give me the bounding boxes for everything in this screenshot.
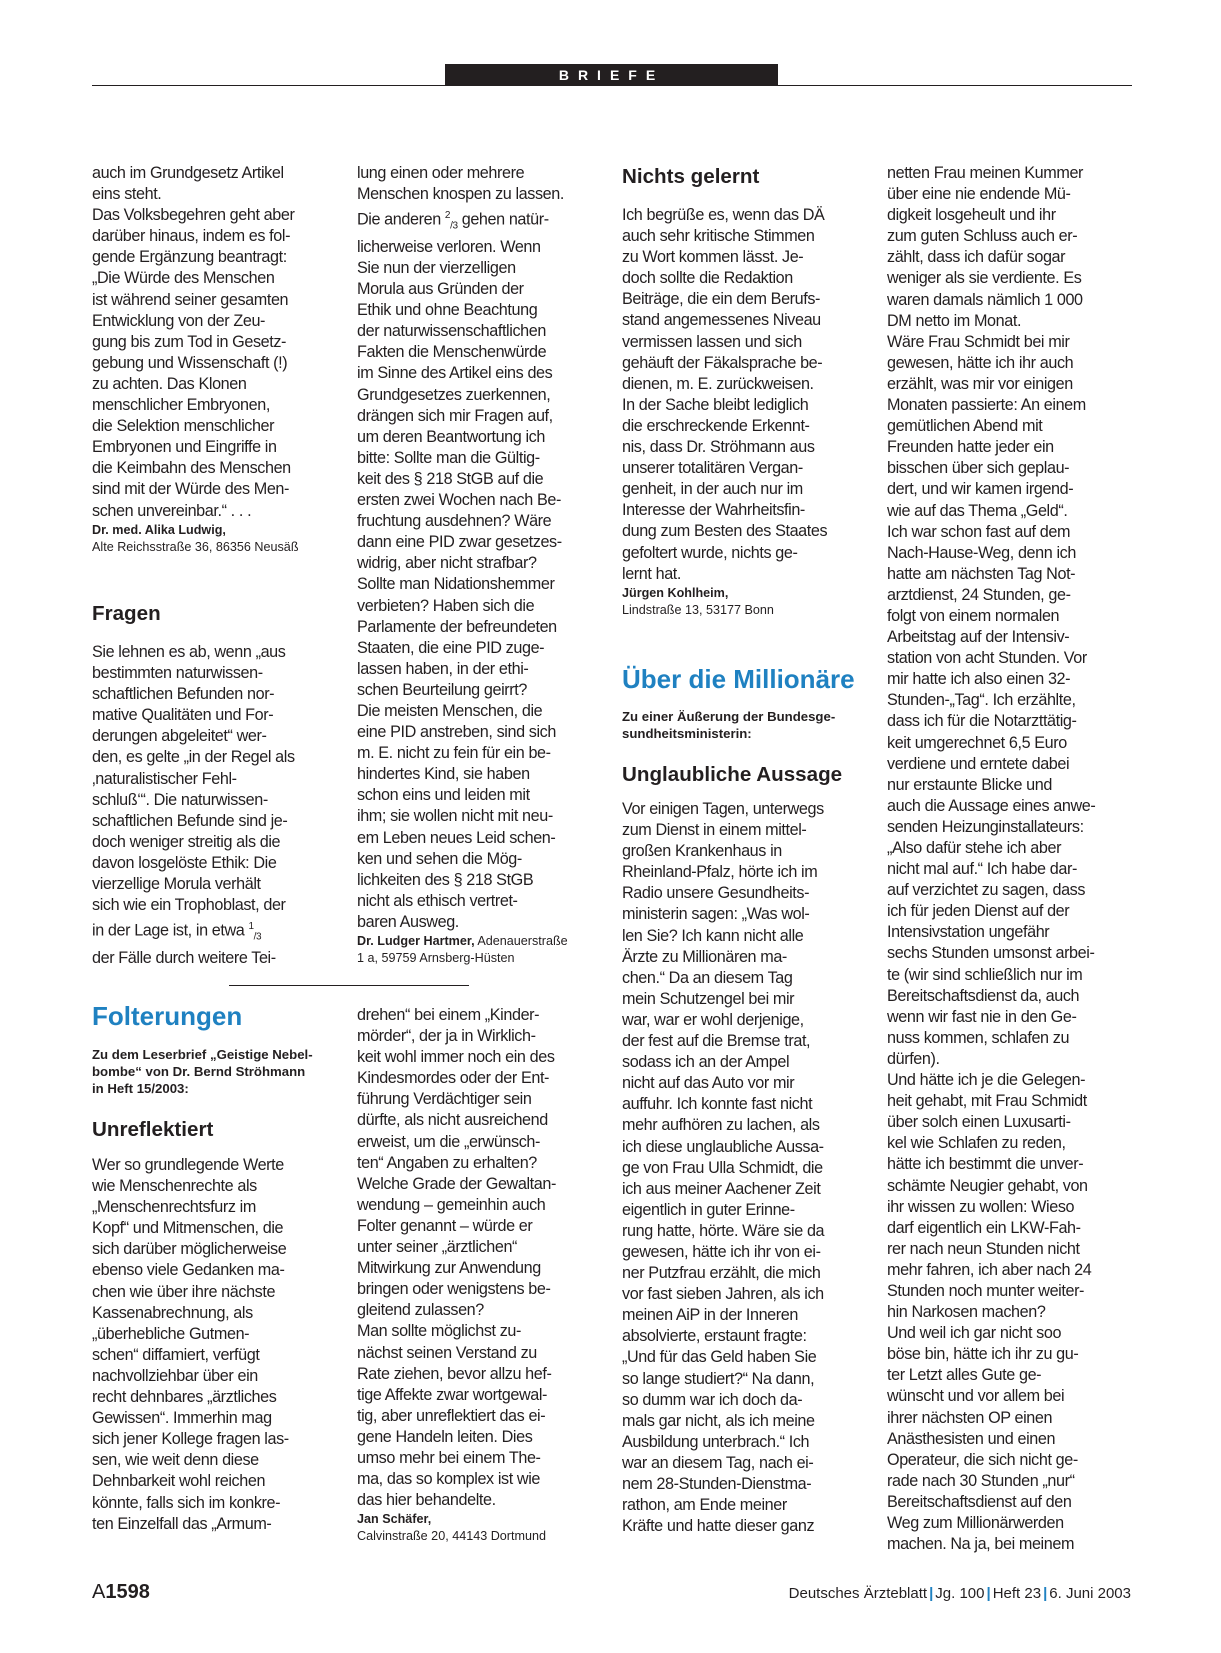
text-line: Welche Grade der Gewaltan- [357, 1174, 556, 1193]
text-line: auffuhr. Ich konnte fast nicht [622, 1095, 813, 1114]
text-line: unserer totalitären Vergan- [622, 459, 803, 478]
text-line: gewesen, hätte ich ihr von ei- [622, 1242, 821, 1261]
text-line: Gewissen“. Immerhin mag [92, 1409, 272, 1428]
text-line: Und hätte ich je die Gelegen- [887, 1071, 1086, 1090]
text-line: lassen haben, in der ethi- [357, 659, 529, 678]
text-line: arztdienst, 24 Stunden, ge- [887, 585, 1071, 604]
text-line: kel wie Schlafen zu reden, [887, 1134, 1066, 1153]
journal-issue: Heft 23 [992, 1585, 1042, 1602]
text-line: auch im Grundgesetz Artikel [92, 164, 284, 182]
text-line: um deren Beantwortung ich [357, 427, 545, 446]
text-line: sodass ich an der Ampel [622, 1053, 790, 1072]
text-line: Man sollte möglichst zu- [357, 1322, 522, 1341]
letter-body [92, 642, 332, 916]
section-intro [622, 708, 872, 742]
text-line: sind mit der Würde des Men- [92, 480, 290, 499]
text-line: gebung und Wissenschaft (!) [92, 353, 288, 372]
text-line: machen. Na ja, bei meinem [887, 1535, 1075, 1554]
text-line: dürfte, als nicht ausreichend [357, 1111, 548, 1130]
text-line: nem 28-Stunden-Dienstma- [622, 1475, 812, 1493]
text-line: auf verzichtet zu sagen, dass [887, 881, 1086, 900]
text-line: Die meisten Menschen, die [357, 701, 543, 720]
text-line: „Und für das Geld haben Sie [622, 1348, 817, 1367]
text-line: wie auf das Thema „Geld“. [887, 501, 1068, 520]
text-line: ken und sehen die Mög- [357, 849, 522, 868]
text-line: gung bis zum Tod in Gesetz- [92, 332, 287, 351]
fraction-line: in der Lage ist, in etwa $^1_{/3}$ [92, 921, 262, 943]
text-line: Kräfte und hatte dieser ganz [622, 1517, 815, 1536]
text-line: rung hatte, hörte. Wäre sie da [622, 1221, 825, 1240]
section-title: Folterungen [92, 1001, 243, 1031]
text-line: zum Dienst in einem mittel- [622, 821, 807, 840]
text-line: vierzellige Morula verhält [92, 875, 261, 894]
text-line: menschlicher Embryonen, [92, 396, 270, 415]
column-1 [92, 163, 332, 556]
text-line: gehäuft der Fäkalsprache be- [622, 353, 823, 372]
letter-body [887, 163, 1127, 1555]
text-line: mals gar nicht, als ich meine [622, 1411, 815, 1430]
millionaere-section [622, 663, 872, 1537]
text-line: Morula aus Gründen der [357, 280, 524, 299]
text-line: „Menschenrechtsfurz im [92, 1198, 256, 1217]
text-line: zählt, dass ich dafür sogar [887, 248, 1066, 267]
text-line: gende Ergänzung beantragt: [92, 248, 287, 267]
text-line: Sie lehnen es ab, wenn „aus [92, 643, 286, 661]
text-line: ner Putzfrau erzählt, die mich [622, 1264, 821, 1283]
text-line: wendung – gemeinhin auch [357, 1195, 546, 1214]
text-line: ten Einzelfall das „Armum- [92, 1514, 272, 1533]
text-line: Weg zum Millionärwerden [887, 1514, 1064, 1532]
text-line: dung zum Besten des Staates [622, 522, 828, 541]
text-line: die Selektion menschlicher [92, 417, 275, 436]
letter-address: Calvinstraße 20, 44143 Dortmund [357, 1529, 547, 1544]
text-line: eigentlich in guter Erinne- [622, 1200, 795, 1219]
text-line: hatte am nächsten Tag Not- [887, 564, 1076, 583]
letter-author: Jan Schäfer, [357, 1512, 432, 1527]
text-line: auch die Aussage eines anwe- [887, 796, 1096, 815]
text-line: rathon, am Ende meiner [622, 1496, 787, 1515]
text-line: ‚naturalistischer Fehl- [92, 769, 237, 788]
text-line: mein Schutzengel bei mir [622, 989, 795, 1008]
text-line: tige Affekte zwar wortgewal- [357, 1385, 548, 1404]
text-line: weniger als sie verdiente. Es [887, 269, 1082, 288]
text-line: te (wir sind schließlich nur im [887, 965, 1083, 984]
text-line: sich wie ein Trophoblast, der [92, 896, 286, 915]
text-line: ten“ Angaben zu erhalten? [357, 1153, 537, 1172]
text-line: doch sollte die Redaktion [622, 269, 793, 288]
folterungen-continued [357, 1005, 597, 1545]
text-line: darüber hinaus, indem es fol- [92, 227, 291, 246]
text-line: bombe“ von Dr. Bernd Ströhmann [92, 1064, 306, 1079]
text-line: lichkeiten des § 218 StGB [357, 870, 534, 889]
text-line: sich darüber möglicherweise [92, 1240, 287, 1259]
text-line: der fest auf die Bremse trat, [622, 1032, 811, 1051]
text-line: ebenso viele Gedanken ma- [92, 1261, 285, 1280]
text-line: mörder“, der ja in Wirklich- [357, 1027, 536, 1046]
text-line: könnte, falls sich im konkre- [92, 1493, 281, 1512]
text-line: hätte ich bestimmt die unver- [887, 1155, 1084, 1174]
text-line: „Also dafür stehe ich aber [887, 839, 1062, 857]
text-line: bestimmten naturwissen- [92, 664, 263, 683]
letter-author: Jürgen Kohlheim, [622, 585, 729, 600]
text-line: hin Narkosen machen? [887, 1303, 1046, 1322]
text-line: chen.“ Da an diesem Tag [622, 968, 793, 987]
text-line: zum guten Schluss auch er- [887, 227, 1078, 246]
text-line: sundheitsministerin: [622, 726, 752, 741]
text-line: auch sehr kritische Stimmen [622, 227, 815, 246]
text-line: gefoltert wurde, nichts ge- [622, 543, 798, 562]
text-line: Kopf“ und Mitmenschen, die [92, 1219, 284, 1238]
fraction-line: Die anderen $^2_{/3}$ gehen natür- [357, 210, 549, 232]
text-line: schen Beurteilung geirrt? [357, 680, 527, 699]
text-line: führung Verdächtiger sein [357, 1090, 532, 1109]
text-line: ersten zwei Wochen nach Be- [357, 491, 561, 510]
text-line: gleitend zulassen? [357, 1301, 484, 1320]
journal-name: Deutsches Ärzteblatt [788, 1585, 928, 1602]
letter-address: 1 a, 59759 Arnsberg-Hüsten [357, 951, 515, 965]
text-line: fruchtung ausdehnen? Wäre [357, 512, 552, 531]
text-line: hindertes Kind, sie haben [357, 765, 530, 784]
text-line: rade nach 30 Stunden „nur“ [887, 1471, 1075, 1490]
text-line: Wer so grundlegende Werte [92, 1156, 284, 1174]
text-line: Sie nun der vierzelligen [357, 259, 516, 277]
text-line: Arbeitstag auf der Intensiv- [887, 628, 1070, 647]
text-line: ich aus meiner Aachener Zeit [622, 1179, 821, 1198]
text-line: folgt von einem normalen [887, 606, 1060, 625]
text-line: heit gehabt, mit Frau Schmidt [887, 1092, 1087, 1111]
text-line: schämte Neugier gehabt, von [887, 1176, 1088, 1195]
letter-body [92, 1155, 352, 1535]
text-line: bitte: Sollte man die Gültig- [357, 448, 540, 467]
text-line: Zu einer Äußerung der Bundesge- [622, 709, 836, 724]
text-line: eins steht. [92, 185, 162, 204]
letter-heading: Unreflektiert [92, 1118, 214, 1141]
text-line: den, es gelte „in der Regel als [92, 748, 295, 767]
text-line: erzählt, was mir vor einigen [887, 374, 1073, 393]
text-line: Wäre Frau Schmidt bei mir [887, 332, 1070, 351]
text-line: Sollte man Nidationshemmer [357, 575, 555, 594]
text-line: m. E. nicht zu fein für ein be- [357, 744, 551, 763]
text-line: mir hatte ich also einen 32- [887, 670, 1071, 689]
text-line: nur erstaunte Blicke und [887, 775, 1052, 794]
letter-signature: Dr. Ludger Hartmer, Adenauerstraße [357, 934, 568, 948]
text-line: Kindesmordes oder der Ent- [357, 1069, 550, 1088]
letter-body [357, 1005, 597, 1511]
section-heading: Fragen [92, 602, 161, 625]
text-line: böse bin, hätte ich ihr zu gu- [887, 1345, 1079, 1364]
text-line: schaftlichen Befunde sind je- [92, 811, 288, 830]
text-line: nachvollziehbar über ein [92, 1366, 258, 1385]
text-line: dass ich für die Notarzttätig- [887, 712, 1077, 731]
section-title: Über die Millionäre [622, 664, 855, 694]
text-line: absolvierte, erstaunt fragte: [622, 1327, 807, 1346]
letter-author: Dr. Ludger Hartmer, [357, 934, 475, 948]
text-line: recht dehnbares „ärztliches [92, 1388, 277, 1407]
text-line: stand angemessenes Niveau [622, 311, 821, 330]
text-line: meinen AiP in der Inneren [622, 1306, 798, 1325]
text-line: chen wie über ihre nächste [92, 1282, 276, 1301]
text-line: DM netto im Monat. [887, 311, 1022, 330]
text-line: so dumm war ich doch da- [622, 1390, 803, 1409]
text-line: Ich begrüße es, wenn das DÄ [622, 206, 825, 224]
text-line: ge von Frau Ulla Schmidt, die [622, 1158, 823, 1177]
text-line: keit umgerechnet 6,5 Euro [887, 733, 1067, 752]
text-line: das hier behandelte. [357, 1491, 496, 1510]
text-line: war, war er wohl derjenige, [622, 1010, 804, 1029]
letter-body [622, 799, 872, 1537]
text-line: verbieten? Haben sich die [357, 596, 535, 615]
text-line: über solch einen Luxusarti- [887, 1113, 1071, 1132]
text-line: mehr fahren, ich aber nach 24 [887, 1260, 1092, 1279]
letter-body [92, 163, 332, 522]
text-line: „überhebliche Gutmen- [92, 1324, 250, 1343]
text-line: Beiträge, die ein dem Berufs- [622, 290, 821, 309]
text-line: ter Letzt alles Gute ge- [887, 1366, 1042, 1385]
text-line: nuss kommen, schlafen zu [887, 1028, 1070, 1047]
text-line: Ausbildung unterbrach.“ Ich [622, 1432, 810, 1451]
text-line: ihr wissen zu wollen: Wieso [887, 1197, 1075, 1216]
text-line: Und weil ich gar nicht soo [887, 1324, 1062, 1343]
letter-line: der Fälle durch weitere Tei- [92, 948, 276, 967]
text-line: nächst seinen Verstand zu [357, 1343, 537, 1362]
text-line: sechs Stunden umsonst arbei- [887, 944, 1095, 963]
text-line: Freunden hatte jeder ein [887, 438, 1054, 457]
letter-body [357, 237, 597, 933]
text-line: die Keimbahn des Menschen [92, 459, 291, 478]
text-line: Operateur, die sich nicht ge- [887, 1450, 1078, 1469]
text-line: lernt hat. [622, 564, 681, 583]
text-line: in Heft 15/2003: [92, 1081, 189, 1096]
text-line: erweist, um die „erwünsch- [357, 1132, 541, 1151]
text-line: digkeit losgeheult und ihr [887, 206, 1056, 225]
page-number: A1598 [92, 1581, 150, 1603]
journal-date: 6. Juni 2003 [1049, 1585, 1131, 1602]
text-line: eine PID anstreben, sind sich [357, 723, 556, 742]
text-line: Rheinland-Pfalz, hörte ich im [622, 863, 818, 882]
text-line: wünscht und vor allem bei [887, 1387, 1065, 1406]
column-2 [357, 163, 597, 967]
text-line: ich für jeden Dienst auf der [887, 902, 1070, 921]
text-line: Anästhesisten und einen [887, 1429, 1056, 1448]
text-line: dert, und wir kamen irgend- [887, 480, 1074, 499]
text-line: Dehnbarkeit wohl reichen [92, 1472, 266, 1491]
text-line: mehr aufhören zu lachen, als [622, 1116, 820, 1135]
letter-address: Lindstraße 13, 53177 Bonn [622, 602, 774, 617]
text-line: wie Menschenrechte als [92, 1177, 257, 1196]
text-line: Das Volksbegehren geht aber [92, 206, 295, 225]
text-line: Fakten die Menschenwürde [357, 343, 547, 362]
letter-line: lung einen oder mehrere [357, 164, 525, 182]
text-line: schon eins und leiden mit [357, 786, 530, 805]
text-line: ma, das so komplex ist wie [357, 1470, 541, 1489]
text-line: senden Heizunginstallateurs: [887, 817, 1084, 836]
text-line: Kassenabrechnung, als [92, 1303, 253, 1322]
text-line: war an diesem Tag, nach ei- [622, 1453, 814, 1472]
text-line: drängen sich mir Fragen auf, [357, 406, 553, 425]
text-line: wenn wir fast nie in den Ge- [887, 1007, 1077, 1026]
text-line: Stunden noch munter weiter- [887, 1281, 1085, 1300]
text-line: Ethik und ohne Beachtung [357, 301, 538, 320]
text-line: licherweise verloren. Wenn [357, 237, 541, 256]
text-line: Intensivstation ungefähr [887, 923, 1050, 942]
text-line: so lange studiert?“ Na dann, [622, 1369, 815, 1388]
text-line: sich jener Kollege fragen las- [92, 1430, 289, 1449]
text-line: keit wohl immer noch ein des [357, 1048, 555, 1067]
text-line: Ich war schon fast auf dem [887, 522, 1071, 541]
text-line: Nach-Hause-Weg, denn ich [887, 543, 1076, 562]
folterungen-section [92, 1000, 352, 1535]
text-line: im Sinne des Artikel eins des [357, 364, 553, 383]
text-line: der naturwissenschaftlichen [357, 322, 546, 341]
letter-line: Menschen knospen zu lassen. [357, 185, 564, 204]
text-line: bringen oder wenigstens be- [357, 1280, 551, 1299]
text-line: len Sie? Ich kann nicht alle [622, 926, 804, 945]
text-line: schaftlichen Befunden nor- [92, 685, 275, 704]
text-line: vermissen lassen und sich [622, 332, 802, 351]
text-line: Mitwirkung zur Anwendung [357, 1259, 541, 1278]
text-line: baren Ausweg. [357, 912, 459, 931]
text-line: Interesse der Wahrheitsfin- [622, 501, 805, 520]
letter-body [622, 205, 872, 585]
text-line: nicht als ethisch vertret- [357, 891, 518, 910]
text-line: schen unvereinbar.“ . . . [92, 501, 252, 520]
section-label: BRIEFE [558, 67, 665, 83]
text-line: schen“ diffamiert, verfügt [92, 1345, 260, 1364]
text-line: vor fast sieben Jahren, als ich [622, 1285, 824, 1304]
text-line: nicht mal auf.“ Ich habe dar- [887, 860, 1077, 879]
text-line: Staaten, die eine PID zuge- [357, 638, 545, 657]
text-line: dann eine PID zwar gesetzes- [357, 533, 562, 552]
text-line: In der Sache bleibt lediglich [622, 395, 809, 414]
text-line: Folter genannt – würde er [357, 1216, 533, 1235]
text-line: Grundgesetzes zuerkennen, [357, 385, 551, 404]
letter-heading: Nichts gelernt [622, 165, 760, 188]
text-line: dienen, m. E. zurückweisen. [622, 374, 814, 393]
text-line: unter seiner „ärztlichen“ [357, 1238, 518, 1257]
text-line: darf eigentlich ein LKW-Fah- [887, 1218, 1081, 1237]
text-line: Rate ziehen, bevor allzu hef- [357, 1364, 552, 1383]
header-rule [92, 85, 1132, 86]
text-line: Monaten passierte: An einem [887, 396, 1086, 415]
text-line: doch weniger streitig als die [92, 832, 281, 851]
text-line: netten Frau meinen Kummer [887, 164, 1084, 182]
text-line: drehen“ bei einem „Kinder- [357, 1006, 540, 1024]
text-line: derungen abgeleitet“ wer- [92, 727, 267, 746]
text-line: nis, dass Dr. Ströhmann aus [622, 438, 815, 457]
text-line: Radio unsere Gesundheits- [622, 884, 810, 903]
text-line: ministerin sagen: „Was wol- [622, 905, 810, 924]
text-line: umso mehr bei einem The- [357, 1448, 541, 1467]
text-line: gene Handeln leiten. Dies [357, 1427, 533, 1446]
section-divider [229, 985, 469, 986]
text-line: Parlamente der befreundeten [357, 617, 557, 636]
text-line: Bereitschaftsdienst auf den [887, 1492, 1072, 1511]
text-line: davon losgelöste Ethik: Die [92, 853, 277, 872]
text-line: em Leben neues Leid schen- [357, 828, 556, 847]
text-line: zu Wort kommen lässt. Je- [622, 248, 804, 267]
text-line: Stunden-„Tag“. Ich erzählte, [887, 691, 1076, 710]
text-line: ist während seiner gesamten [92, 290, 289, 309]
text-line: ich diese unglaubliche Aussa- [622, 1137, 824, 1156]
text-line: schluß‘“. Die naturwissen- [92, 790, 268, 809]
text-line: genheit, in der auch nur im [622, 480, 803, 499]
text-line: Embryonen und Eingriffe in [92, 438, 277, 457]
text-line: keit des § 218 StGB auf die [357, 469, 544, 488]
text-line: Zu dem Leserbrief „Geistige Nebel- [92, 1047, 313, 1062]
text-line: sen, wie weit denn diese [92, 1451, 259, 1470]
text-line: „Die Würde des Menschen [92, 269, 275, 288]
text-line: Vor einigen Tagen, unterwegs [622, 800, 824, 818]
text-line: station von acht Stunden. Vor [887, 649, 1087, 668]
text-line: ihrer nächsten OP einen [887, 1408, 1053, 1427]
text-line: verdiene und erntete dabei [887, 754, 1070, 773]
text-line: widrig, aber nicht strafbar? [357, 554, 537, 573]
journal-volume: Jg. 100 [935, 1585, 985, 1602]
text-line: Bereitschaftsdienst da, auch [887, 986, 1080, 1005]
text-line: nicht auf das Auto vor mir [622, 1074, 795, 1093]
section-intro [92, 1046, 352, 1097]
text-line: mative Qualitäten und For- [92, 706, 274, 725]
letter-author: Dr. med. Alika Ludwig, [92, 522, 226, 537]
text-line: Ärzte zu Millionären ma- [622, 947, 787, 966]
text-line: zu achten. Das Klonen [92, 374, 247, 393]
text-line: tig, aber unreflektiert das ei- [357, 1406, 546, 1425]
text-line: bisschen über sich geplau- [887, 459, 1070, 478]
text-line: waren damals nämlich 1 000 [887, 290, 1083, 309]
letter-heading: Unglaubliche Aussage [622, 763, 843, 786]
text-line: gemütlichen Abend mit [887, 417, 1043, 436]
column-1-fragen [92, 601, 332, 969]
text-line: ihm; sie wollen nicht mit neu- [357, 807, 553, 826]
text-line: großen Krankenhaus in [622, 842, 782, 861]
text-line: dürfen). [887, 1049, 940, 1068]
text-line: rer nach neun Stunden nicht [887, 1239, 1080, 1258]
column-3 [622, 164, 872, 619]
text-line: gewesen, hätte ich ihr auch [887, 353, 1074, 372]
letter-address: Alte Reichsstraße 36, 86356 Neusäß [92, 539, 299, 554]
text-line: Entwicklung von der Zeu- [92, 311, 266, 330]
journal-citation: Deutsches Ärzteblatt | Jg. 100 | Heft 23 | 6. Juni 2003 [788, 1585, 1131, 1602]
column-4 [887, 163, 1127, 1555]
text-line: über eine nie endende Mü- [887, 185, 1071, 204]
text-line: die erschreckende Erkennt- [622, 416, 810, 435]
